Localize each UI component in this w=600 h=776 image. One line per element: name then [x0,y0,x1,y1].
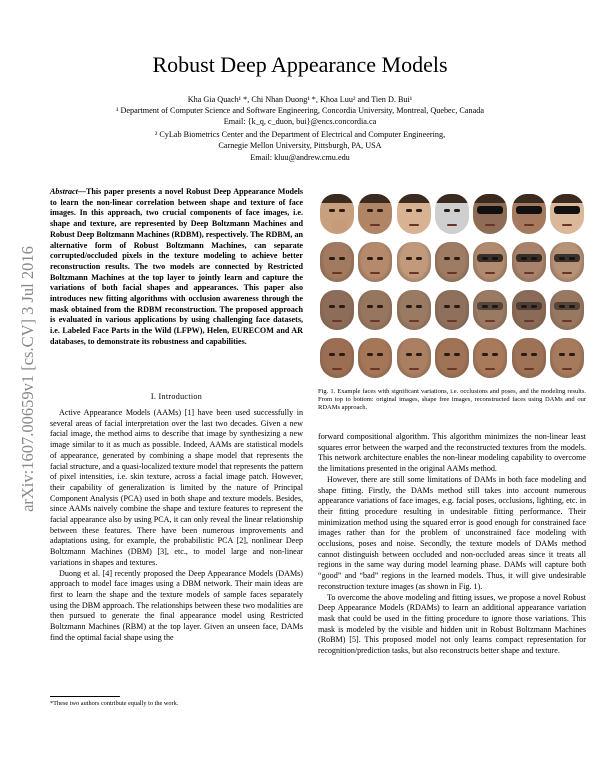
paper-title: Robust Deep Appearance Models [152,52,448,77]
intro-paragraph-2: Duong et al. [4] recently proposed the Deep Appearance Models (DAMs) approach to model face images using a DBM network. Their main ideas are first to learn the shape and the texture models of sample faces separately using the DBM approach. The relationships between these two modalities are then pursued to generate the final appearance model using Restricted Boltzmann Machines (RBM) at the top layer. Given an unseen face, DAMs find the optimal facial shape using the [50,568,303,642]
face-thumbnail [473,242,507,282]
abstract-text: This paper presents a novel Robust Deep Appearance Models to learn the non-linear correlation between shape and texture of face images. In this approach, two crucial components of face images, i.e. shape and texture, are represented by Deep Boltzmann Machines and Robust Deep Boltzmann Machines (RDBM), respectively. The RDBM, an alternative form of Robust Boltzmann Machines, can separate corrupted/occluded pixels in the texture modeling to achieve better reconstruction results. The two models are connected by Restricted Boltzmann Machines at the top layer to jointly learn and capture the variations of both facial shapes and appearances. This paper also introduces new fitting algorithms with occlusion awareness through the mask obtained from the RDBM reconstruction. The proposed approach is evaluated in various applications by using challenging face datasets, i.e. Labeled Face Parts in the Wild (LFPW), Helen, EURECOM and AR databases, to demonstrate its robustness and capabilities. [50,187,303,346]
figure-faces-grid [318,190,586,382]
face-thumbnail [512,194,546,234]
face-thumbnail [320,242,354,282]
face-thumbnail [550,242,584,282]
abstract [50,187,303,348]
face-thumbnail [320,194,354,234]
abstract-lead: Abstract— [50,187,86,196]
face-thumbnail [358,194,392,234]
affiliation-2: ² CyLab Biometrics Center and the Department of Electrical and Computer Engineering, [154,130,446,139]
affiliation-2-location: Carnegie Mellon University, Pittsburgh, PA, USA [218,141,382,150]
footnote: *These two authors contribute equally to the work. [50,700,179,707]
face-thumbnail [550,338,584,378]
face-thumbnail [550,194,584,234]
face-thumbnail [397,242,431,282]
figure-caption: Fig. 1. Example faces with significant variations, i.e. occlusions and poses, and the modeling results. From top to bottom: original images, shape free images, reconstructed faces using DAMs and our RDAMs approach. [318,388,586,412]
face-thumbnail [435,290,469,330]
face-thumbnail [512,338,546,378]
author-list: Kha Gia Quach¹ *, Chi Nhan Duong¹ *, Khoa Luu² and Tien D. Bui¹ [187,95,413,104]
face-thumbnail [358,290,392,330]
face-thumbnail [397,290,431,330]
face-thumbnail [320,290,354,330]
face-thumbnail [358,338,392,378]
face-thumbnail [435,194,469,234]
intro-paragraph-4: However, there are still some limitations of DAMs in both face modeling and shape fitting. Firstly, the DAMs method still takes into account numerous appearance variations of face images, e.g. facial poses, occlusions, lighting, etc. in their fitting procedure resulting in undesirable fitting performance. Their minimization method using the squared error is good enough for constrained face images rather than for the problem of unconstrained face modeling with occlusions, poses and noise. Secondly, the texture models of DAMs method cannot distinguish between occluded and non-occluded areas since it treats all regions in the same way during model learning phase. DAMs will capture both “good” and “bad” regions in the learned models. Thus, it will give undesirable reconstruction texture images (as shown in Fig. 1). [318,474,586,591]
email-2: Email: kluu@andrew.cmu.edu [250,153,350,162]
face-thumbnail [397,338,431,378]
left-column-body [50,408,303,643]
intro-paragraph-1: Active Appearance Models (AAMs) [1] have been used successfully in several areas of facial interpretation over the last two decades. Given a new facial image, the method aims to describe that image by synthesizing a new image similar to it as much as possible. Indeed, AAMs are statistical models of appearance, generated by combining a shape model that represents the facial structure, and a quasi-localized texture model that represents the pattern of pixel intensities, i.e. skin texture, across a facial image patch. However, their capability of generalization is limited by the nature of Principal Component Analysis (PCA) used in both shape and texture models. Besides, since AAMs naively combine the shape and texture features to represent the facial appearance also by using PCA, it can only reveal the linear relationship between these features. There have been numerous improvements and adaptations using, for example, the probabilistic PCA [2], nonlinear Deep Boltzmann Machines (DBM) [3], etc., to model large and non-linear variations in shapes and textures. [50,408,303,567]
face-thumbnail [473,290,507,330]
face-thumbnail [397,194,431,234]
face-thumbnail [473,194,507,234]
face-thumbnail [473,338,507,378]
footnote-rule [50,696,120,697]
right-column-body [318,432,586,657]
face-thumbnail [512,242,546,282]
email-1: Email: {k_q, c_duon, bui}@encs.concordia.ca [223,117,377,126]
intro-paragraph-5: To overcome the above modeling and fitting issues, we propose a novel Robust Deep Appearance Models (RDAMs) to learn an additional appearance variation mask that could be used in the fitting procedure to ignore those variations. This mask is modeled by the visible and hidden unit in Robust Boltzmann Machines (RoBM) [5]. This proposed model not only learns compact representation for recognition/prediction tasks, but also reconstructs better shape and texture. [318,592,586,656]
face-thumbnail [550,290,584,330]
face-thumbnail [512,290,546,330]
face-thumbnail [435,242,469,282]
affiliation-1: ¹ Department of Computer Science and Software Engineering, Concordia University, Montreal, Quebec, Canada [116,106,484,115]
face-thumbnail [435,338,469,378]
face-thumbnail [358,242,392,282]
section-heading: I. Introduction [150,392,203,401]
arxiv-stamp: arXiv:1607.00659v1 [cs.CV] 3 Jul 2016 [18,246,37,512]
face-thumbnail [320,338,354,378]
intro-paragraph-3: forward compositional algorithm. This algorithm minimizes the non-linear least squares error between the warped and the reconstructed textures from the models. This network architecture enables the non-linear modeling capability to overcome the limitations presented in the original AAMs method. [318,432,586,474]
